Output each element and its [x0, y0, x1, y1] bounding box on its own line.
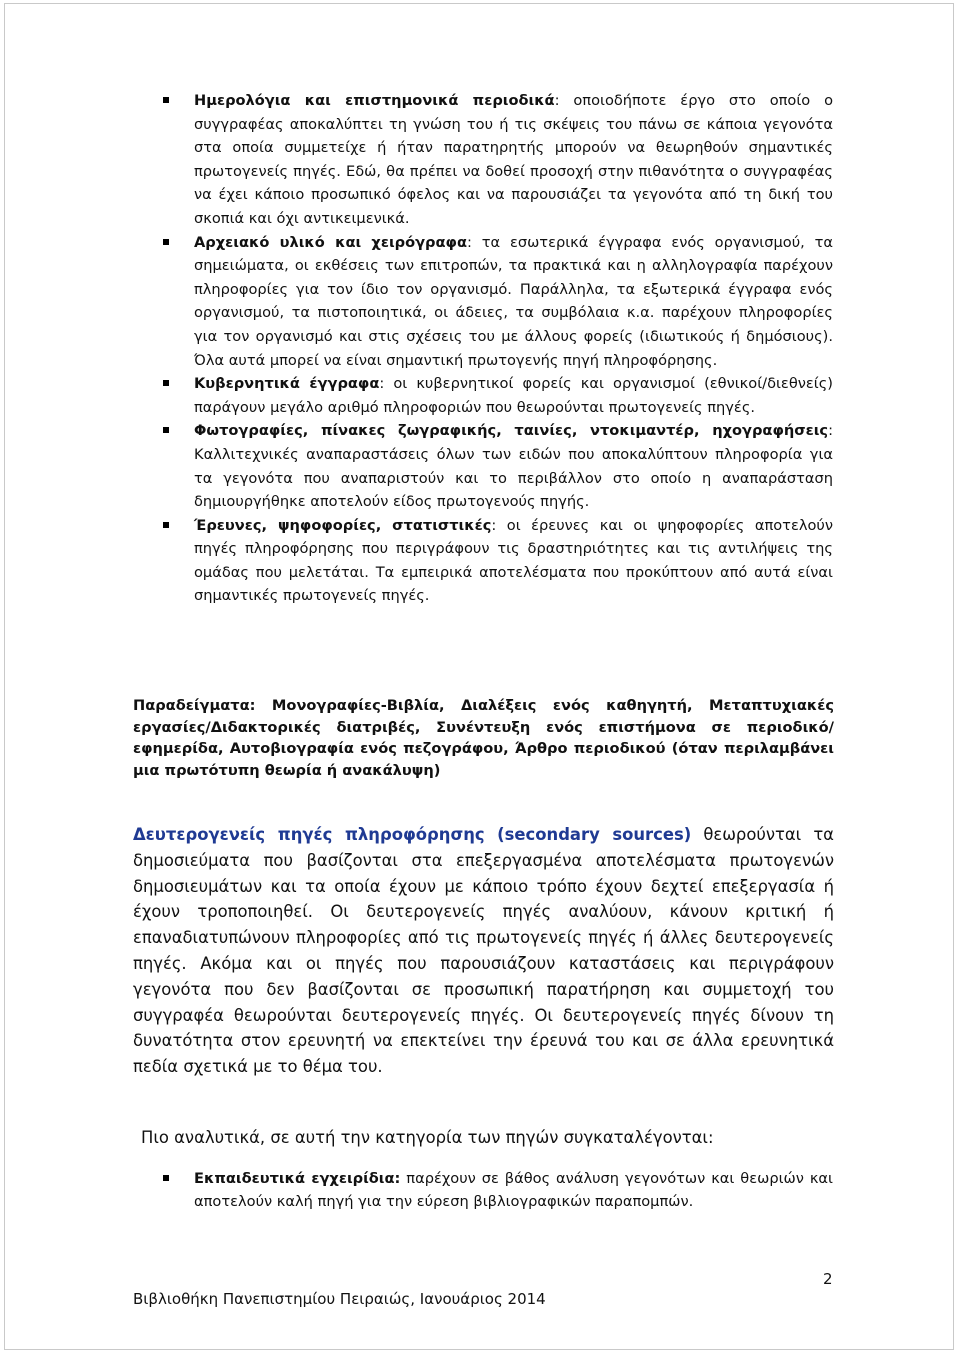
list-item	[163, 514, 833, 608]
list-item-text: : Καλλιτεχνικές αναπαραστάσεις όλων των ειδών που αποκαλύπτουν πληροφορία για τα γεγονότα που αναπαριστούν και το περιβάλλον στο οποίο η αναπαράσταση δημιουργήθηκε αποτελούν είδος πρωτογενούς πηγής.	[194, 422, 833, 511]
page-number: 2	[823, 1270, 833, 1288]
square-bullet-icon	[163, 522, 169, 528]
secondary-sources-list	[163, 1167, 833, 1214]
intro-line: Πιο αναλυτικά, σε αυτή την κατηγορία των πηγών συγκαταλέγονται:	[141, 1128, 714, 1147]
list-item	[163, 231, 833, 373]
list-item-text: : οι κυβερνητικοί φορείς και οργανισμοί (εθνικοί/διεθνείς) παράγουν μεγάλο αριθμό πληροφοριών που θεωρούνται πρωτογενείς πηγές.	[194, 375, 833, 416]
footer: Βιβλιοθήκη Πανεπιστημίου Πειραιώς, Ιανουάριος 2014	[133, 1290, 546, 1308]
list-item-term: Αρχειακό υλικό και χειρόγραφα	[194, 233, 467, 251]
list-item-term: Εκπαιδευτικά εγχειρίδια:	[194, 1170, 401, 1187]
section-body: θεωρούνται τα δημοσιεύματα που βασίζονται στα επεξεργασμένα αποτελέσματα πρωτογενών δημοσιευμάτων και τα οποία έχουν με κάποιο τρόπο έχουν δεχτεί επεξεργασία ή έχουν τροποποιηθεί. Οι δευτερογενείς πηγές αναλύουν, κάνουν κριτική ή επαναδιατυπώνουν πληροφορίες από τις πρωτογενείς πηγές ή άλλες δευτερογενείς πηγές. Ακόμα και οι πηγές που παρουσιάζουν καταστάσεις και περιγράφουν γεγονότα που δεν βασίζονται σε προσωπική παρατήρηση και συμμετοχή του συγγραφέα θεωρούνται δευτερογενείς πηγές. Οι δευτερογενείς πηγές δίνουν τη δυνατότητα στον ερευνητή να επεκτείνει την έρευνά του και σε άλλα ερευνητικά πεδία σχετικά με το θέμα του.	[133, 825, 834, 1077]
list-item-text: : οποιοδήποτε έργο στο οποίο ο συγγραφέας αποκαλύπτει τη γνώση του ή τις σκέψεις του πάνω σε κάποια γεγονότα στα οποία συμμετείχε ή ήταν παρατηρητής μπορούν να θεωρηθούν σημαντικές πρωτογενείς πηγές. Εδώ, θα πρέπει να δοθεί προσοχή στην πιθανότητα ο συγγραφέας να έχει κάποιο προσωπικό όφελος και να παρουσιάζει τα γεγονότα από τη δική του σκοπιά και όχι αντικειμενικά.	[194, 92, 833, 227]
list-item-term: Ημερολόγια και επιστημονικά περιοδικά	[194, 92, 555, 109]
list-item	[163, 89, 833, 231]
list-item	[163, 1167, 833, 1214]
list-item	[163, 419, 833, 513]
list-item-text: παρέχουν σε βάθος ανάλυση γεγονότων και θεωριών και αποτελούν καλή πηγή για την εύρεση βιβλιογραφικών παραπομπών.	[194, 1170, 833, 1211]
list-item	[163, 372, 833, 419]
list-item-term: Κυβερνητικά έγγραφα	[194, 375, 380, 393]
square-bullet-icon	[163, 97, 169, 103]
list-item-text: : τα εσωτερικά έγγραφα ενός οργανισμού, τα σημειώματα, οι εκθέσεις των επιτροπών, τα πρακτικά και η αλληλογραφία παρέχουν πληροφορίες για τον ίδιο τον οργανισμό. Παράλληλα, τα εξωτερικά έγγραφα ενός οργανισμού, τα πιστοποιητικά, οι άδειες, τα συμβόλαια κ.α. παρέχουν πληροφορίες για τον οργανισμό και στις σχέσεις του με άλλους φορείς (ιδιωτικούς ή δημόσιους). Όλα αυτά μπορεί να είναι σημαντική πρωτογενής πηγή πληροφόρησης.	[194, 233, 833, 369]
section-heading: Δευτερογενείς πηγές πληροφόρησης (secondary sources)	[133, 825, 692, 844]
list-item-term: Φωτογραφίες, πίνακες ζωγραφικής, ταινίες, ντοκιμαντέρ, ηχογραφήσεις	[194, 422, 829, 440]
examples-paragraph: Παραδείγματα: Μονογραφίες-Βιβλία, Διαλέξεις ενός καθηγητή, Μεταπτυχιακές εργασίες/Διδακτορικές διατριβές, Συνέντευξη ενός επιστήμονα σε περιοδικό/εφημερίδα, Αυτοβιογραφία ενός πεζογράφου, Άρθρο περιοδικού (όταν περιλαμβάνει μια πρωτότυπη θεωρία ή ανακάλυψη)	[133, 697, 834, 779]
square-bullet-icon	[163, 380, 169, 386]
square-bullet-icon	[163, 239, 169, 245]
square-bullet-icon	[163, 427, 169, 433]
list-item-text: : οι έρευνες και οι ψηφοφορίες αποτελούν πηγές πληροφόρησης που περιγράφουν τις δραστηριότητες και τις αντιλήψεις της ομάδας που μελετάται. Τα εμπειρικά αποτελέσματα που προκύπτουν από αυτά είναι σημαντικές πρωτογενείς πηγές.	[194, 516, 833, 605]
list-item-term: Έρευνες, ψηφοφορίες, στατιστικές	[194, 516, 492, 534]
square-bullet-icon	[163, 1175, 169, 1181]
secondary-sources-section	[133, 822, 834, 1080]
primary-sources-list	[163, 89, 833, 608]
